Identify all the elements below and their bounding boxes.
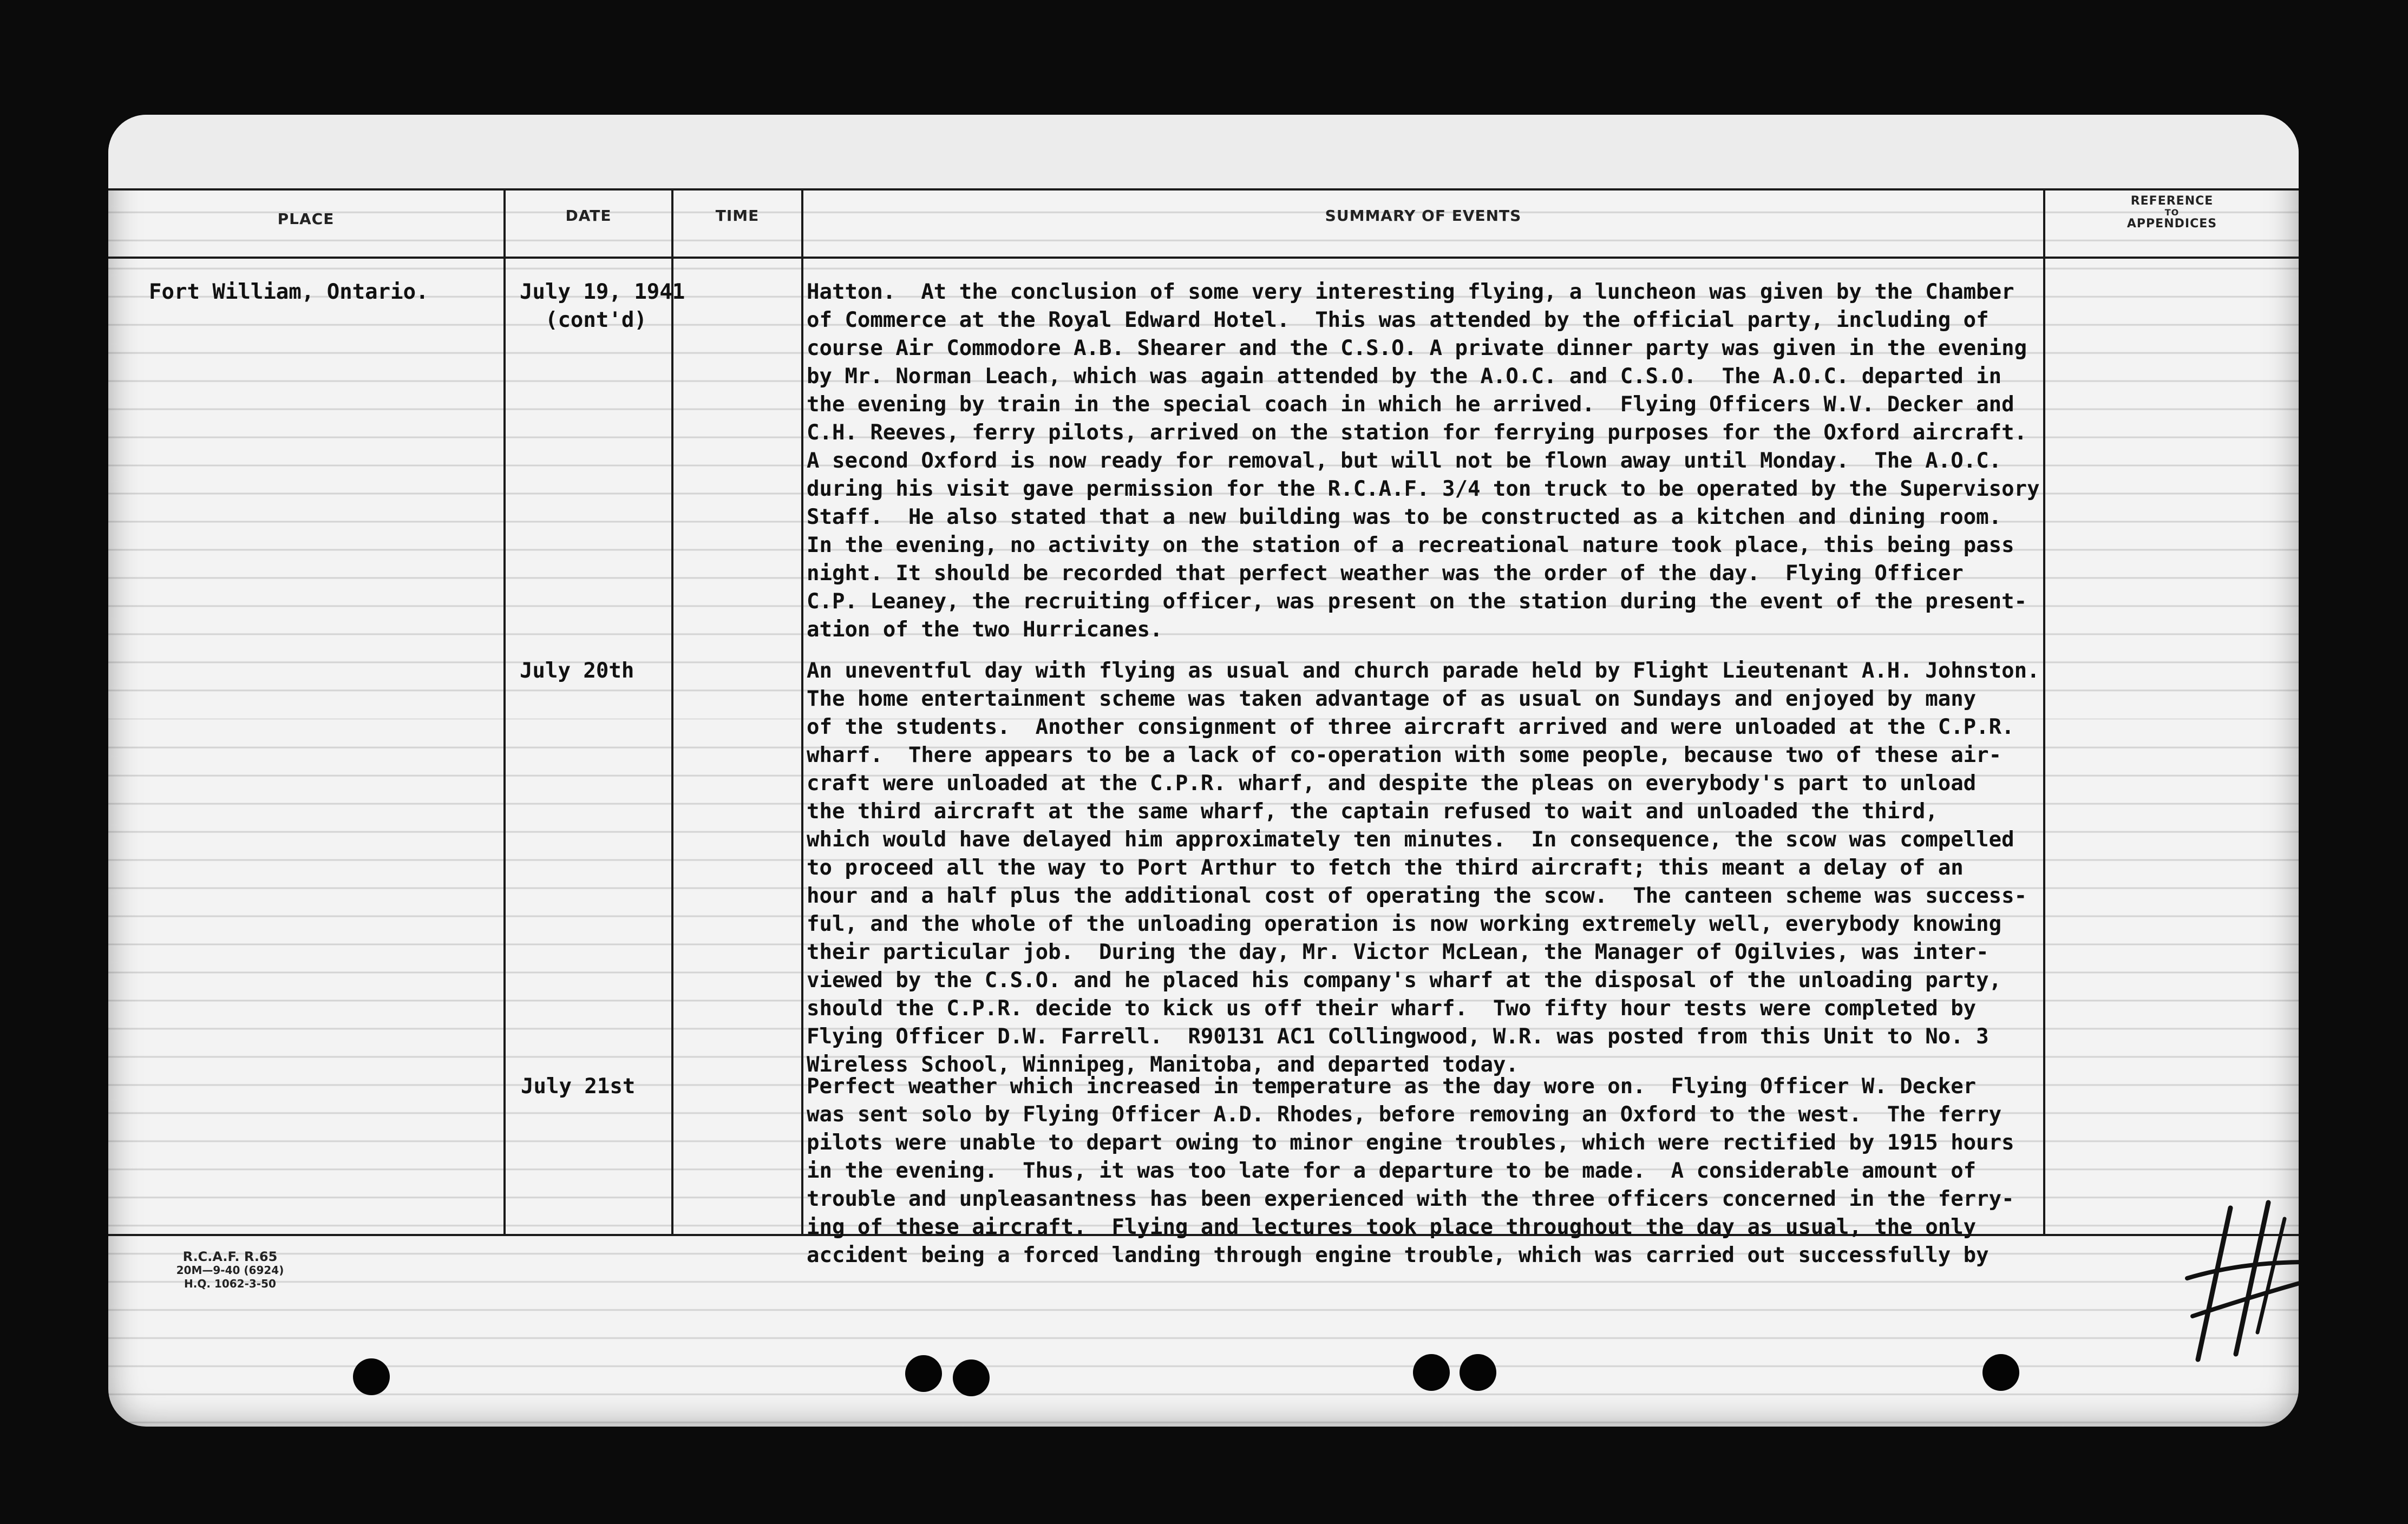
summary-reference-divider bbox=[2043, 188, 2045, 1235]
form-number bbox=[162, 1250, 298, 1291]
summary-header: SUMMARY OF EVENTS bbox=[1325, 207, 1522, 225]
entry-date-2: July 20th bbox=[520, 659, 634, 683]
entry-date-1: July 19, 1941 (cont'd) bbox=[520, 280, 685, 332]
punch-hole bbox=[1413, 1354, 1450, 1391]
entry-summary-2: An uneventful day with flying as usual and church parade held by Flight Lieutenant A.H. Johnston. The home entertainment scheme was taken advantage of as usual on Sundays and enjoyed by many of the students. Another consignment of three aircraft arrived and were unloaded at the C.P.R. wharf. There appears to be a lack of co-operation with some people, because two of these air- craft were unloaded at the C.P.R. wharf, and despite the pleas on everybody's part to unload the third aircraft at the same wharf, the captain refused to wait and unloaded the third, which would have delayed him approximately ten minutes. In consequence, the scow was compelled to proceed all the way to Port Arthur to fetch the third aircraft; this meant a delay of an hour and a half plus the additional cost of operating the scow. The canteen scheme was success- ful, and the whole of the unloading operation is now working extremely well, everybody knowing their particular job. During the day, Mr. Victor McLean, the Manager of Ogilvies, was inter- viewed by the C.S.O. and he placed his company's wharf at the disposal of the unloading party, should the C.P.R. decide to kick us off their wharf. Two fifty hour tests were completed by Flying Officer D.W. Farrell. R90131 AC1 Collingwood, W.R. was posted from this Unit to No. 3 Wireless School, Winnipeg, Manitoba, and departed today. bbox=[807, 659, 2040, 1077]
time-summary-divider bbox=[801, 188, 803, 1235]
entry-summary-1: Hatton. At the conclusion of some very interesting flying, a luncheon was given by the Chamber of Commerce at the Royal Edward Hotel. This was attended by the official party, including of course Air Commodore A.B. Shearer and the C.S.O. A private dinner party was given in the evening by Mr. Norman Leach, which was again attended by the A.O.C. and C.S.O. The A.O.C. departed in the evening by train in the special coach in which he arrived. Flying Officers W.V. Decker and C.H. Reeves, ferry pilots, arrived on the station for ferrying purposes for the Oxford aircraft. A second Oxford is now ready for removal, but will not be flown away until Monday. The A.O.C. during his visit gave permission for the R.C.A.F. 3/4 ton truck to be operated by the Supervisory Staff. He also stated that a new building was to be constructed as a kitchen and dining room. In the evening, no activity on the station of a recreational nature took place, this being pass night. It should be recorded that perfect weather was the order of the day. Flying Officer C.P. Leaney, the recruiting officer, was present on the station during the event of the present- ation of the two Hurricanes. bbox=[807, 280, 2040, 642]
punch-hole bbox=[905, 1355, 942, 1392]
punch-hole bbox=[353, 1358, 390, 1395]
punch-hole bbox=[953, 1359, 990, 1396]
form-code: R.C.A.F. R.65 bbox=[182, 1249, 278, 1264]
reference-header bbox=[2045, 195, 2299, 231]
card-top-margin bbox=[108, 115, 2299, 188]
form-hq-number: H.Q. 1062-3-50 bbox=[184, 1277, 276, 1290]
reference-header-line-2: TO bbox=[2164, 207, 2180, 218]
reference-header-line-1: REFERENCE bbox=[2130, 194, 2214, 208]
place-date-divider bbox=[503, 188, 506, 1235]
date-time-divider bbox=[671, 188, 673, 1235]
punch-hole bbox=[1982, 1354, 2019, 1391]
header-top-rule bbox=[108, 188, 2299, 190]
operations-record-card bbox=[108, 115, 2299, 1427]
punch-hole bbox=[1460, 1354, 1496, 1391]
handwritten-initials-mark bbox=[2176, 1197, 2299, 1370]
place-header: PLACE bbox=[277, 210, 335, 228]
entry-summary-3: Perfect weather which increased in temperature as the day wore on. Flying Officer W. Decker was sent solo by Flying Officer A.D. Rhodes, before removing an Oxford to the west. The ferry pilots were unable to depart owing to minor engine troubles, which were rectified by 1915 hours in the evening. Thus, it was too late for a departure to be made. A considerable amount of trouble and unpleasantness has been experienced with the three officers concerned in the ferry- ing of these aircraft. Flying and lectures took place throughout the day as usual, the only accident being a forced landing through engine trouble, which was carried out successfully by bbox=[807, 1074, 2014, 1267]
time-header: TIME bbox=[715, 207, 760, 225]
header-bottom-rule bbox=[108, 257, 2299, 259]
reference-header-line-3: APPENDICES bbox=[2126, 217, 2217, 231]
place-value: Fort William, Ontario. bbox=[149, 280, 429, 304]
entry-date-3: July 21st bbox=[521, 1074, 636, 1099]
form-print-run: 20M—9-40 (6924) bbox=[176, 1264, 284, 1277]
date-header: DATE bbox=[565, 207, 612, 225]
